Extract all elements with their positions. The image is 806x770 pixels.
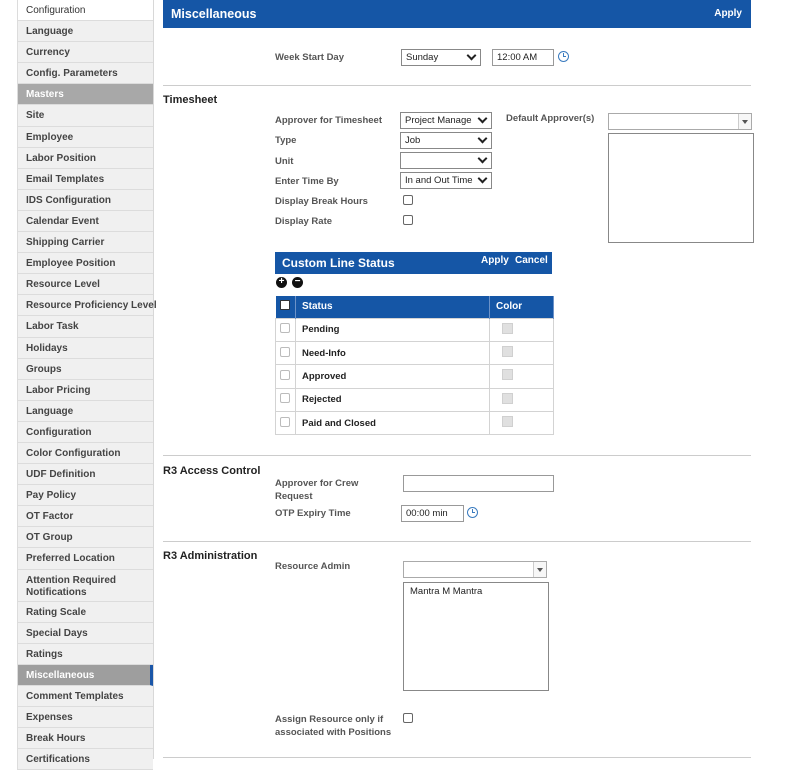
- unit-select[interactable]: [400, 152, 492, 169]
- color-cell: [490, 412, 554, 435]
- color-cell: [490, 365, 554, 388]
- resource-admin-label: Resource Admin: [275, 561, 351, 572]
- start-time-input[interactable]: 12:00 AM: [492, 49, 554, 66]
- dropdown-arrow-icon[interactable]: [738, 114, 751, 129]
- assign-resource-label: Assign Resource only if associated with Positions: [275, 714, 392, 738]
- page-header: [163, 0, 751, 28]
- dropdown-arrow-icon[interactable]: [533, 562, 546, 577]
- resource-admin-combo[interactable]: [403, 561, 547, 578]
- row-checkbox[interactable]: [280, 323, 290, 333]
- otp-expiry-input[interactable]: 00:00 min: [401, 505, 464, 522]
- sidebar-item[interactable]: Site: [17, 105, 153, 126]
- break-hours-checkbox[interactable]: [403, 195, 413, 205]
- week-start-label: Week Start Day: [275, 52, 344, 63]
- sidebar-item[interactable]: Resource Level: [17, 274, 153, 295]
- sidebar-item[interactable]: Labor Position: [17, 148, 153, 169]
- enter-time-value: In and Out Time: [405, 175, 473, 186]
- clock-icon[interactable]: [558, 51, 569, 62]
- row-select-cell: [276, 365, 296, 388]
- sidebar-item[interactable]: Labor Task: [17, 316, 153, 337]
- type-value: Job: [405, 135, 421, 146]
- r3-access-title: R3 Access Control: [163, 465, 261, 477]
- color-swatch[interactable]: [502, 369, 513, 380]
- apply-button[interactable]: Apply: [714, 8, 742, 19]
- week-start-value: Sunday: [406, 52, 439, 63]
- row-select-cell: [276, 341, 296, 364]
- status-cell: Pending: [296, 318, 490, 341]
- sidebar-item[interactable]: Color Configuration: [17, 443, 153, 464]
- add-icon[interactable]: +: [276, 277, 287, 288]
- chevron-down-icon: [478, 174, 488, 184]
- sidebar-item[interactable]: Comment Templates: [17, 686, 153, 707]
- color-swatch[interactable]: [502, 346, 513, 357]
- custom-line-status-header: [275, 252, 552, 274]
- color-swatch[interactable]: [502, 416, 513, 427]
- color-swatch[interactable]: [502, 323, 513, 334]
- chevron-down-icon: [478, 114, 488, 124]
- chevron-down-icon: [467, 51, 477, 61]
- status-cell: Need-Info: [296, 341, 490, 364]
- divider: [163, 541, 751, 542]
- sidebar-item[interactable]: Break Hours: [17, 728, 153, 749]
- color-cell: [490, 341, 554, 364]
- sidebar-item[interactable]: Groups: [17, 359, 153, 380]
- sidebar-item[interactable]: Language: [17, 401, 153, 422]
- row-select-cell: [276, 412, 296, 435]
- sidebar-item[interactable]: Employee Position: [17, 253, 153, 274]
- sidebar-item[interactable]: Shipping Carrier: [17, 232, 153, 253]
- clock-icon[interactable]: [467, 507, 478, 518]
- select-all-checkbox[interactable]: [280, 300, 290, 310]
- sidebar-item[interactable]: Rating Scale: [17, 602, 153, 623]
- row-checkbox[interactable]: [280, 370, 290, 380]
- display-rate-checkbox[interactable]: [403, 215, 413, 225]
- sidebar-item[interactable]: Configuration: [17, 0, 153, 21]
- row-checkbox[interactable]: [280, 347, 290, 357]
- week-start-select[interactable]: [401, 49, 481, 66]
- sidebar-item[interactable]: Calendar Event: [17, 211, 153, 232]
- sidebar-item[interactable]: Expenses: [17, 707, 153, 728]
- crew-request-label: Approver for Crew Request: [275, 478, 359, 502]
- sidebar-item[interactable]: OT Factor: [17, 506, 153, 527]
- table-row[interactable]: [276, 365, 554, 388]
- sidebar-item[interactable]: Employee: [17, 127, 153, 148]
- default-approvers-label: Default Approver(s): [506, 113, 595, 124]
- row-select-cell: [276, 388, 296, 411]
- sidebar-item[interactable]: Config. Parameters: [17, 63, 153, 84]
- sidebar-item[interactable]: Pay Policy: [17, 485, 153, 506]
- crew-request-input[interactable]: [403, 475, 554, 492]
- divider: [163, 85, 751, 86]
- color-cell: [490, 388, 554, 411]
- row-select-cell: [276, 318, 296, 341]
- remove-icon[interactable]: −: [292, 277, 303, 288]
- status-column-header: Status: [296, 296, 490, 318]
- r3-admin-title: R3 Administration: [163, 550, 258, 562]
- chevron-down-icon: [478, 134, 488, 144]
- sidebar-item[interactable]: Attention Required Notifications: [17, 570, 153, 602]
- custom-line-status-title: Custom Line Status: [282, 256, 395, 270]
- status-cell: Approved: [296, 365, 490, 388]
- row-checkbox[interactable]: [280, 417, 290, 427]
- sidebar-item[interactable]: Certifications: [17, 749, 153, 770]
- approver-select[interactable]: [400, 112, 492, 129]
- sidebar-item[interactable]: Ratings: [17, 644, 153, 665]
- select-all-cell: [276, 296, 296, 318]
- sidebar-item[interactable]: Resource Proficiency Level: [17, 295, 153, 316]
- type-label: Type: [275, 135, 297, 146]
- unit-label: Unit: [275, 156, 294, 167]
- list-item[interactable]: Mantra M Mantra: [410, 586, 483, 597]
- status-cell: Rejected: [296, 388, 490, 411]
- break-hours-label: Display Break Hours: [275, 196, 368, 207]
- table-row[interactable]: [276, 388, 554, 411]
- approver-label: Approver for Timesheet: [275, 115, 382, 126]
- table-row[interactable]: [276, 412, 554, 435]
- otp-expiry-label: OTP Expiry Time: [275, 508, 351, 519]
- sidebar-item[interactable]: Preferred Location: [17, 548, 153, 569]
- sidebar-item[interactable]: Miscellaneous: [17, 665, 153, 686]
- row-checkbox[interactable]: [280, 393, 290, 403]
- sidebar-item[interactable]: UDF Definition: [17, 464, 153, 485]
- resource-admin-list[interactable]: [403, 582, 549, 691]
- approver-value: Project Manage: [405, 115, 472, 126]
- sidebar-item[interactable]: Configuration: [17, 422, 153, 443]
- sidebar-item[interactable]: OT Group: [17, 527, 153, 548]
- enter-time-select[interactable]: [400, 172, 492, 189]
- sidebar-item[interactable]: Special Days: [17, 623, 153, 644]
- table-row[interactable]: [276, 318, 554, 341]
- sidebar-item[interactable]: Language: [17, 21, 153, 42]
- sidebar-item[interactable]: Holidays: [17, 338, 153, 359]
- display-rate-label: Display Rate: [275, 216, 333, 227]
- color-cell: [490, 318, 554, 341]
- enter-time-label: Enter Time By: [275, 176, 339, 187]
- custom-line-status-table: [275, 296, 554, 435]
- sidebar-item[interactable]: Email Templates: [17, 169, 153, 190]
- cls-apply-button[interactable]: Apply: [481, 255, 509, 266]
- sidebar-item[interactable]: Currency: [17, 42, 153, 63]
- sidebar-item[interactable]: IDS Configuration: [17, 190, 153, 211]
- page-title: Miscellaneous: [171, 7, 257, 21]
- sidebar-item[interactable]: Masters: [17, 84, 153, 105]
- color-column-header: Color: [490, 296, 554, 318]
- sidebar-item[interactable]: Labor Pricing: [17, 380, 153, 401]
- type-select[interactable]: [400, 132, 492, 149]
- sidebar: [17, 0, 157, 766]
- chevron-down-icon: [478, 154, 488, 164]
- assign-resource-checkbox[interactable]: [403, 713, 413, 723]
- table-row[interactable]: [276, 341, 554, 364]
- color-swatch[interactable]: [502, 393, 513, 404]
- divider: [163, 757, 751, 758]
- status-cell: Paid and Closed: [296, 412, 490, 435]
- divider: [163, 455, 751, 456]
- default-approvers-list[interactable]: [608, 133, 754, 243]
- cls-cancel-button[interactable]: Cancel: [515, 255, 548, 266]
- default-approvers-combo[interactable]: [608, 113, 752, 130]
- timesheet-title: Timesheet: [163, 94, 218, 106]
